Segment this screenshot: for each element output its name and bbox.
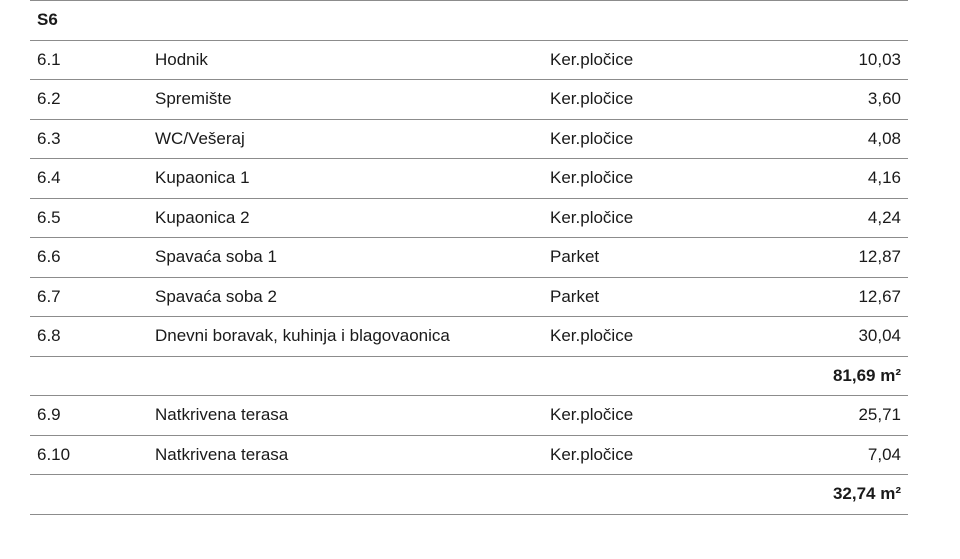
section-header-row (30, 1, 908, 41)
room-name: Spremište (155, 89, 232, 109)
table-row (30, 436, 908, 476)
section-title: S6 (37, 10, 58, 30)
table-row (30, 159, 908, 199)
subtotal-area: 32,74 m² (832, 484, 901, 504)
room-name: Hodnik (155, 49, 208, 69)
subtotal-row (30, 475, 908, 515)
floor-type: Ker.pločice (550, 207, 634, 227)
floor-type: Ker.pločice (550, 168, 634, 188)
room-name: Kupaonica 2 (155, 207, 250, 227)
table-row (30, 120, 908, 160)
room-area: 30,04 (858, 326, 901, 346)
floor-type: Ker.pločice (550, 405, 634, 425)
floor-type: Ker.pločice (550, 444, 634, 464)
table-row (30, 41, 908, 81)
floor-type: Ker.pločice (550, 128, 634, 148)
room-area: 3,60 (867, 89, 901, 109)
room-area: 7,04 (867, 444, 901, 464)
room-number: 6.7 (37, 286, 61, 306)
room-area: 25,71 (858, 405, 901, 425)
room-number: 6.1 (37, 49, 61, 69)
subtotal-area: 81,69 m² (832, 365, 901, 385)
room-number: 6.3 (37, 128, 61, 148)
room-number: 6.10 (37, 444, 71, 464)
area-table (30, 0, 908, 515)
room-number: 6.4 (37, 168, 61, 188)
room-name: Dnevni boravak, kuhinja i blagovaonica (155, 326, 450, 346)
room-name: Natkrivena terasa (155, 444, 289, 464)
room-number: 6.5 (37, 207, 61, 227)
table-row (30, 317, 908, 357)
room-area: 12,67 (858, 286, 901, 306)
subtotal-row (30, 357, 908, 397)
room-number: 6.2 (37, 89, 61, 109)
room-name: WC/Vešeraj (155, 128, 245, 148)
floor-type: Ker.pločice (550, 49, 634, 69)
room-name: Spavaća soba 1 (155, 247, 277, 267)
room-name: Kupaonica 1 (155, 168, 250, 188)
room-number: 6.6 (37, 247, 61, 267)
room-name: Natkrivena terasa (155, 405, 289, 425)
room-area: 4,08 (867, 128, 901, 148)
room-area: 4,24 (867, 207, 901, 227)
floor-type: Parket (550, 247, 600, 267)
room-name: Spavaća soba 2 (155, 286, 277, 306)
floor-type: Ker.pločice (550, 89, 634, 109)
floor-type: Ker.pločice (550, 326, 634, 346)
table-row (30, 238, 908, 278)
table-row (30, 278, 908, 318)
room-number: 6.9 (37, 405, 61, 425)
table-row (30, 199, 908, 239)
room-number: 6.8 (37, 326, 61, 346)
table-row (30, 396, 908, 436)
room-area: 4,16 (867, 168, 901, 188)
floor-type: Parket (550, 286, 600, 306)
table-row (30, 80, 908, 120)
room-area: 12,87 (858, 247, 901, 267)
room-area: 10,03 (858, 49, 901, 69)
